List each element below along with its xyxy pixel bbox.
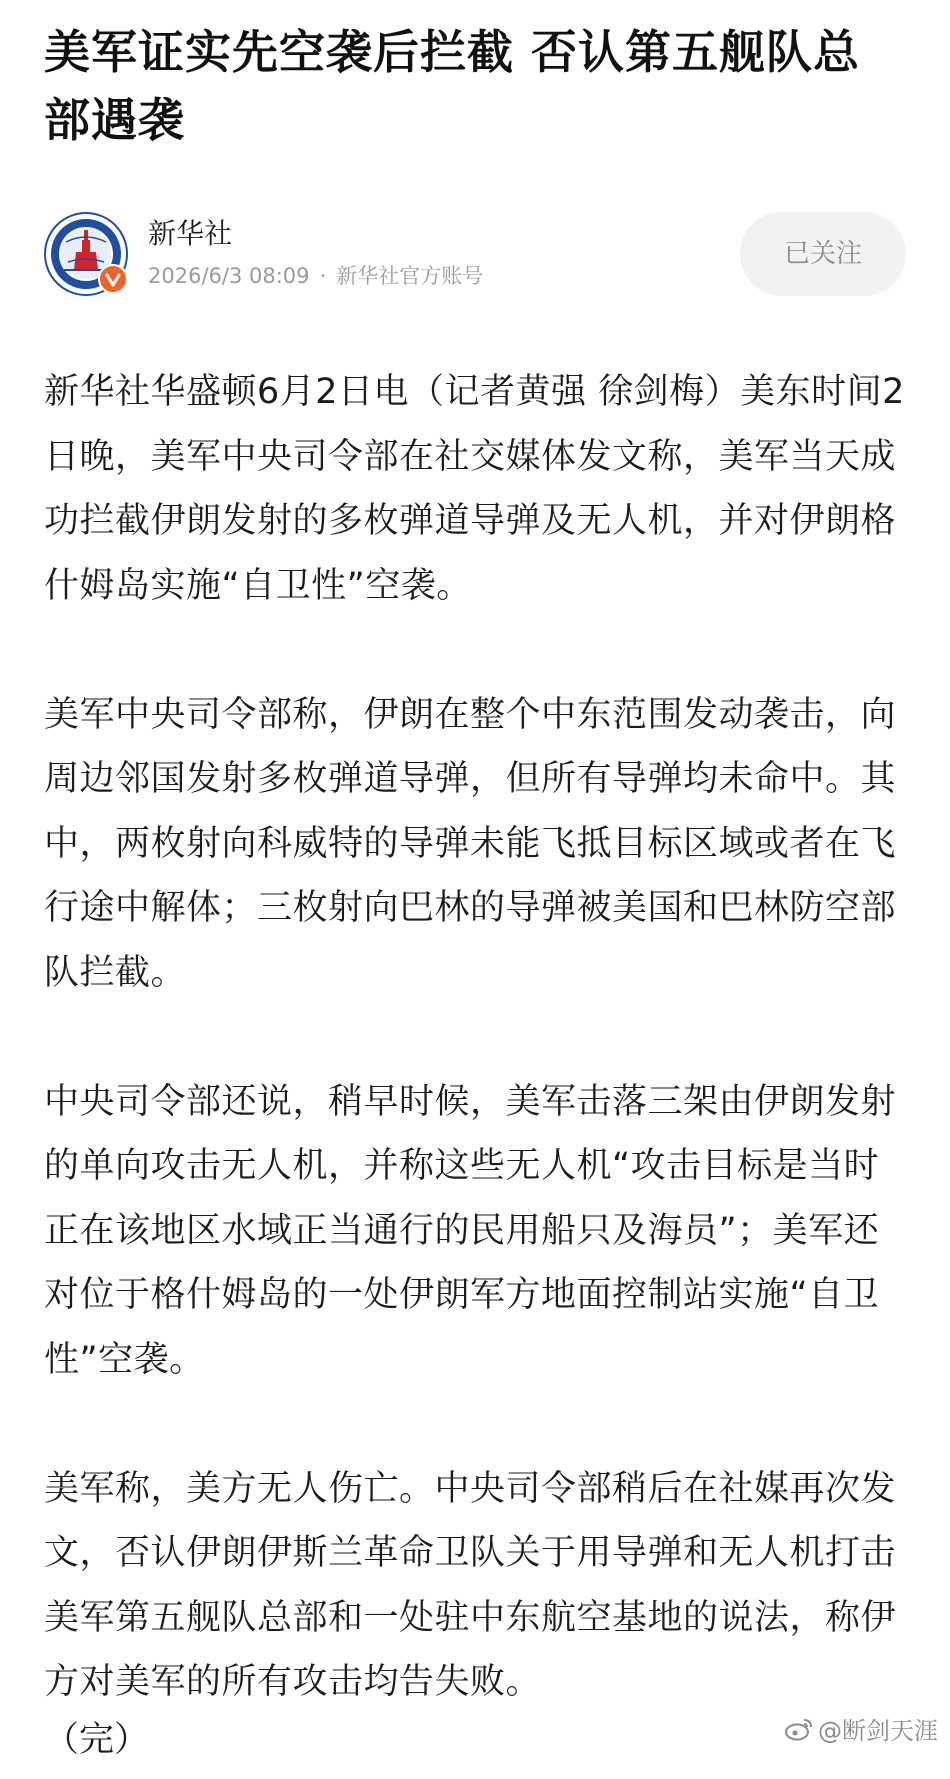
verified-badge-icon [98,264,128,294]
watermark [784,1716,938,1748]
meta-separator: · [319,264,327,288]
follow-button[interactable]: 已关注 [740,212,906,296]
author-name[interactable]: 新华社 [148,217,233,250]
watermark-text: @断剑天涯 [818,1717,938,1745]
paragraph-3: 中央司令部还说，稍早时候，美军击落三架由伊朗发射的单向攻击无人机，并称这些无人机“攻击目标是当时正在该地区水域正当通行的民用船只及海员”；美军还对位于格什姆岛的一处伊朗军方地面控制站实施“自卫性”空袭。 [44,1081,897,1380]
article-end-mark: （完） [44,1720,150,1760]
article-title: 美军证实先空袭后拦截 否认第五舰队总部遇袭 [44,25,861,147]
author-row [44,212,914,298]
paragraph-2: 美军中央司令部称，伊朗在整个中东范围发动袭击，向周边邻国发射多枚弹道导弹，但所有导弹均未命中。其中，两枚射向科威特的导弹未能飞抵目标区域或者在飞行途中解体；三枚射向巴林的导弹被美国和巴林防空部队拦截。 [44,694,897,993]
weibo-icon [784,1717,814,1748]
post-date: 2026/6/3 08:09 [148,264,310,288]
post-meta [148,262,483,290]
paragraph-4: 美军称，美方无人伤亡。中央司令部稍后在社媒再次发文，否认伊朗伊斯兰革命卫队关于用导弹和无人机打击美军第五舰队总部和一处驻中东航空基地的说法，称伊方对美军的所有攻击均告失败。 [44,1468,897,1702]
article-body [44,360,910,1779]
account-type: 新华社官方账号 [336,264,484,288]
paragraph-1: 新华社华盛顿6月2日电（记者黄强 徐剑梅）美东时间2日晚，美军中央司令部在社交媒体发文称，美军当天成功拦截伊朗发射的多枚弹道导弹及无人机，并对伊朗格什姆岛实施“自卫性”空袭。 [44,372,905,606]
